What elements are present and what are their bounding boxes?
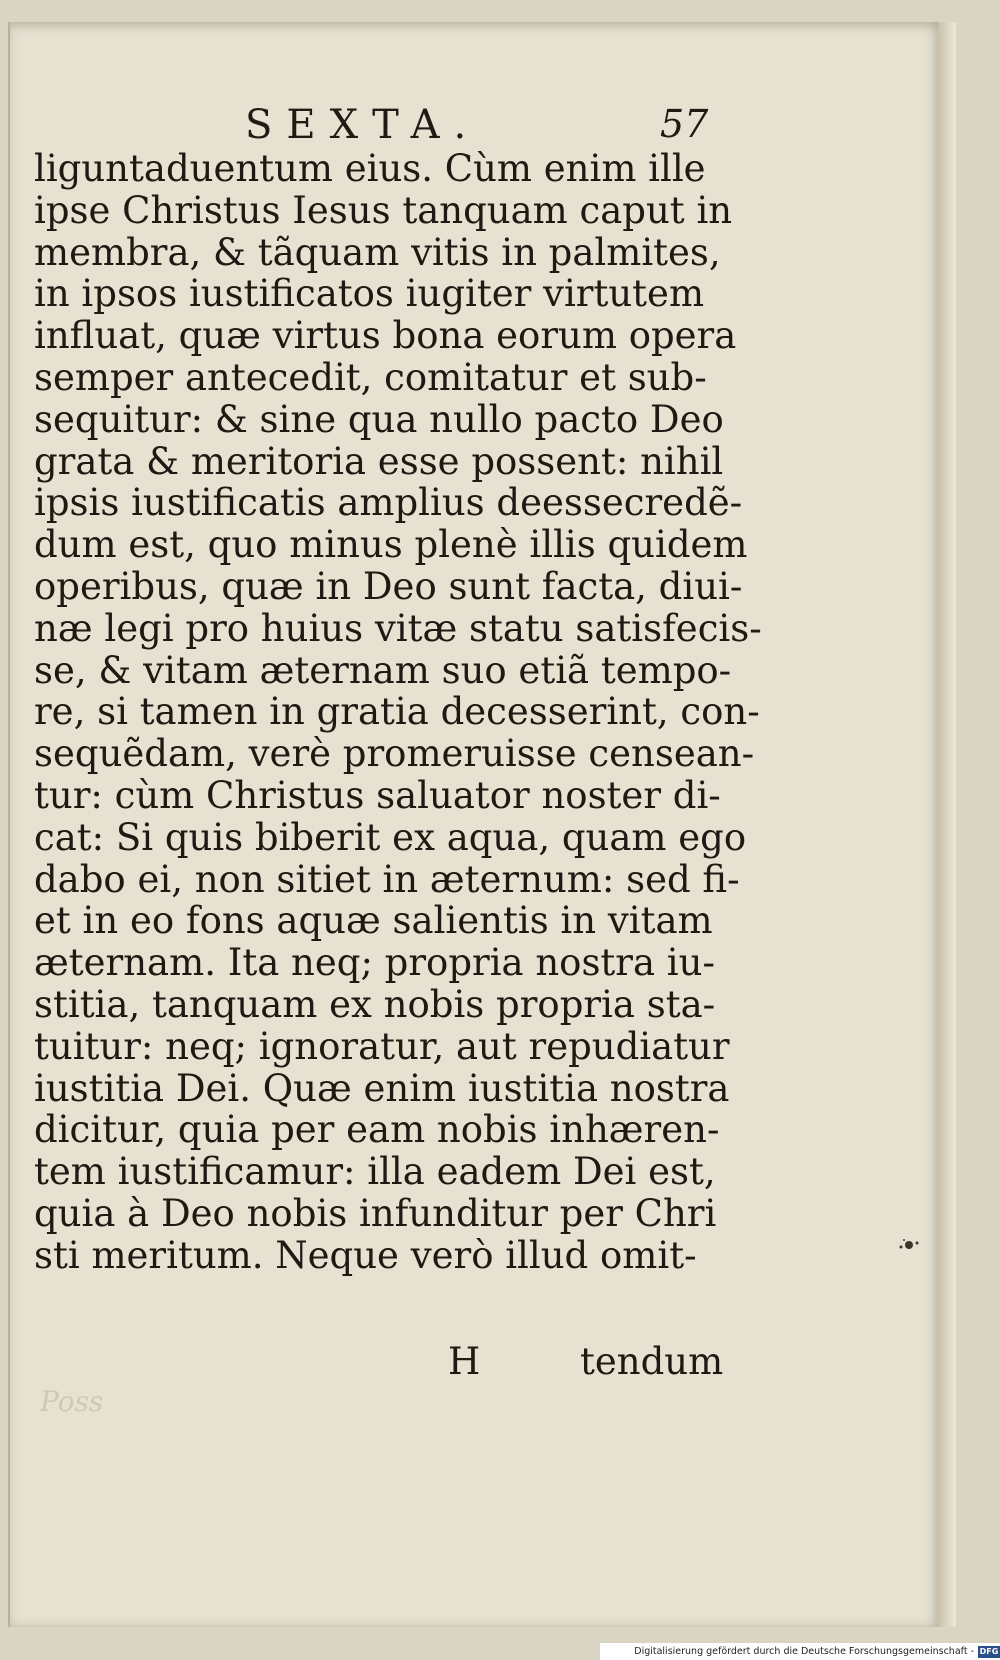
text-line: sti meritum. Neque verò illud omit- [34,1233,697,1277]
text-line: tur: cùm Christus saluator noster di- [34,773,721,817]
page-header [0,102,1000,152]
text-line: liguntaduentum eius. Cùm enim ille [34,147,706,190]
text-line: næ legi pro huius vitæ statu satisfecis- [34,606,762,650]
dfg-logo-icon: DFG [979,1647,999,1656]
text-line: sequẽdam, verè promeruisse censean- [34,732,755,776]
text-line: ipsis iustificatis amplius deessecredẽ- [34,481,743,525]
text-line: stitia, tanquam ex nobis propria sta- [34,982,716,1026]
running-head: SEXTA. [245,102,481,148]
text-line: æternam. Ita neq; propria nostra iu- [34,941,715,985]
text-line: iustitia Dei. Quæ enim iustitia nostra [34,1066,730,1110]
body-text [34,147,762,1277]
digitization-footer [600,1643,1000,1660]
text-line: dum est, quo minus plenè illis quidem [34,523,748,567]
text-line: dabo ei, non sitiet in æternum: sed fi- [34,857,740,901]
text-line: re, si tamen in gratia decesserint, con- [34,690,760,734]
signature-mark: H [448,1340,481,1383]
bleed-through-text: Poss [40,1385,104,1418]
text-line: tuitur: neq; ignoratur, aut repudiatur [34,1024,730,1068]
text-line: operibus, quæ in Deo sunt facta, diui- [34,564,743,608]
catchword-line [0,1340,1000,1390]
text-line: tem iustificamur: illa eadem Dei est, [34,1150,716,1194]
text-line: influat, quæ virtus bona eorum opera [34,314,737,358]
text-line: se, & vitam æternam suo etiã tempo- [34,648,732,692]
catchword: tendum [580,1340,724,1383]
text-line: sequitur: & sine qua nullo pacto Deo [34,397,724,441]
text-line: in ipsos iustificatos iugiter virtutem [34,272,705,316]
text-line: membra, & tãquam vitis in palmites, [34,230,721,274]
text-line: et in eo fons aquæ salientis in vitam [34,899,713,943]
page-number: 57 [660,102,709,146]
funding-credit: Digitalisierung gefördert durch die Deutsche Forschungsgemeinschaft - [634,1646,974,1657]
text-line: ipse Christus Iesus tanquam caput in [34,188,733,232]
text-line: dicitur, quia per eam nobis inhæren- [34,1108,720,1152]
text-line: grata & meritoria esse possent: nihil [34,439,724,483]
text-line: semper antecedit, comitatur et sub- [34,355,707,399]
text-line: quia à Deo nobis infunditur per Chri [34,1191,717,1235]
ink-speck [895,1235,923,1255]
text-line: cat: Si quis biberit ex aqua, quam ego [34,815,747,859]
